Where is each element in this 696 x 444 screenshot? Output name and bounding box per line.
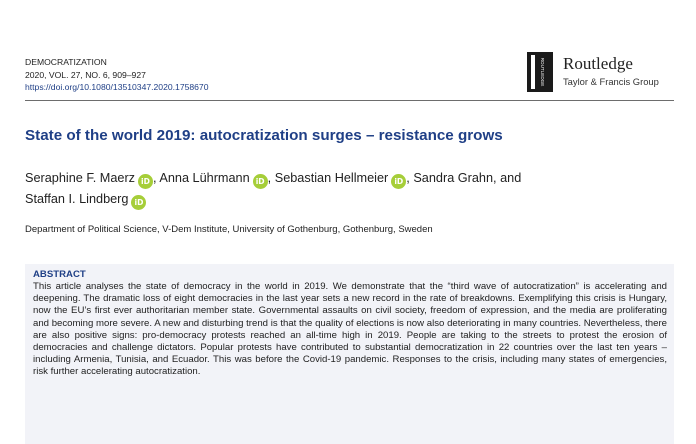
author-name: Anna Lührmann: [159, 171, 250, 185]
author-separator: ,: [267, 171, 275, 185]
author-list: [25, 168, 675, 210]
author-entry: [413, 171, 493, 185]
author-name: Sandra Grahn: [413, 171, 494, 185]
author-entry: [25, 192, 146, 206]
abstract-section: [25, 264, 674, 444]
journal-name: DEMOCRATIZATION: [25, 57, 107, 67]
routledge-tower-icon: [527, 52, 553, 92]
citation-info: 2020, VOL. 27, NO. 6, 909–927: [25, 69, 146, 80]
author-entry: [275, 171, 407, 185]
orcid-icon[interactable]: iD: [138, 174, 153, 189]
orcid-icon[interactable]: iD: [131, 195, 146, 210]
author-separator: ,: [153, 171, 160, 185]
author-affiliation: Department of Political Science, V-Dem Institute, University of Gothenburg, Gothenburg, Sweden: [25, 224, 433, 235]
publisher-name: Routledge: [563, 54, 633, 73]
publisher-group: Taylor & Francis Group: [563, 76, 659, 87]
publisher-logo: [527, 52, 677, 92]
article-metadata: [25, 56, 209, 94]
orcid-icon[interactable]: iD: [391, 174, 406, 189]
abstract-body: This article analyses the state of democracy in the world in 2019. We demonstrate that the “third wave of autocratization” is accelerating and deepening. The dramatic loss of eight democracies in the last year sets a new record in the rate of breakdowns. Exemplifying this crisis is Hungary, now the EU’s first ever authoritarian member state. Governmental assaults on civil society, freedom of expression, and the media are proliferating and becoming more severe. A new and disturbing trend is that the quality of elections is now also deteriorating in many countries. Nevertheless, there are also positive signs: pro-democracy protests reached an all-time high in 2019. People are taking to the streets to protest the erosion of democracies and challenge dictators. Popular protests have contributed to substantial democratization in 22 countries over the last ten years – including Armenia, Tunisia, and Ecuador. This was before the Covid-19 pandemic. Responses to the crisis, including many states of emergencies, risk further accelerating autocratization.: [33, 281, 667, 378]
logo-wordmark: ROUTLEDGE: [540, 57, 545, 87]
author-name: Staffan I. Lindberg: [25, 192, 129, 206]
author-entry: [159, 171, 267, 185]
orcid-icon[interactable]: iD: [253, 174, 268, 189]
author-name: Sebastian Hellmeier: [274, 171, 389, 185]
author-separator: , and: [493, 171, 522, 185]
author-entry: [25, 171, 153, 185]
article-title: State of the world 2019: autocratization surges – resistance grows: [25, 127, 503, 144]
doi-link[interactable]: https://doi.org/10.1080/13510347.2020.1758670: [25, 82, 209, 93]
author-name: Seraphine F. Maerz: [25, 171, 136, 185]
header-divider: [25, 100, 674, 101]
author-separator: ,: [406, 171, 414, 185]
abstract-heading: ABSTRACT: [33, 269, 86, 280]
